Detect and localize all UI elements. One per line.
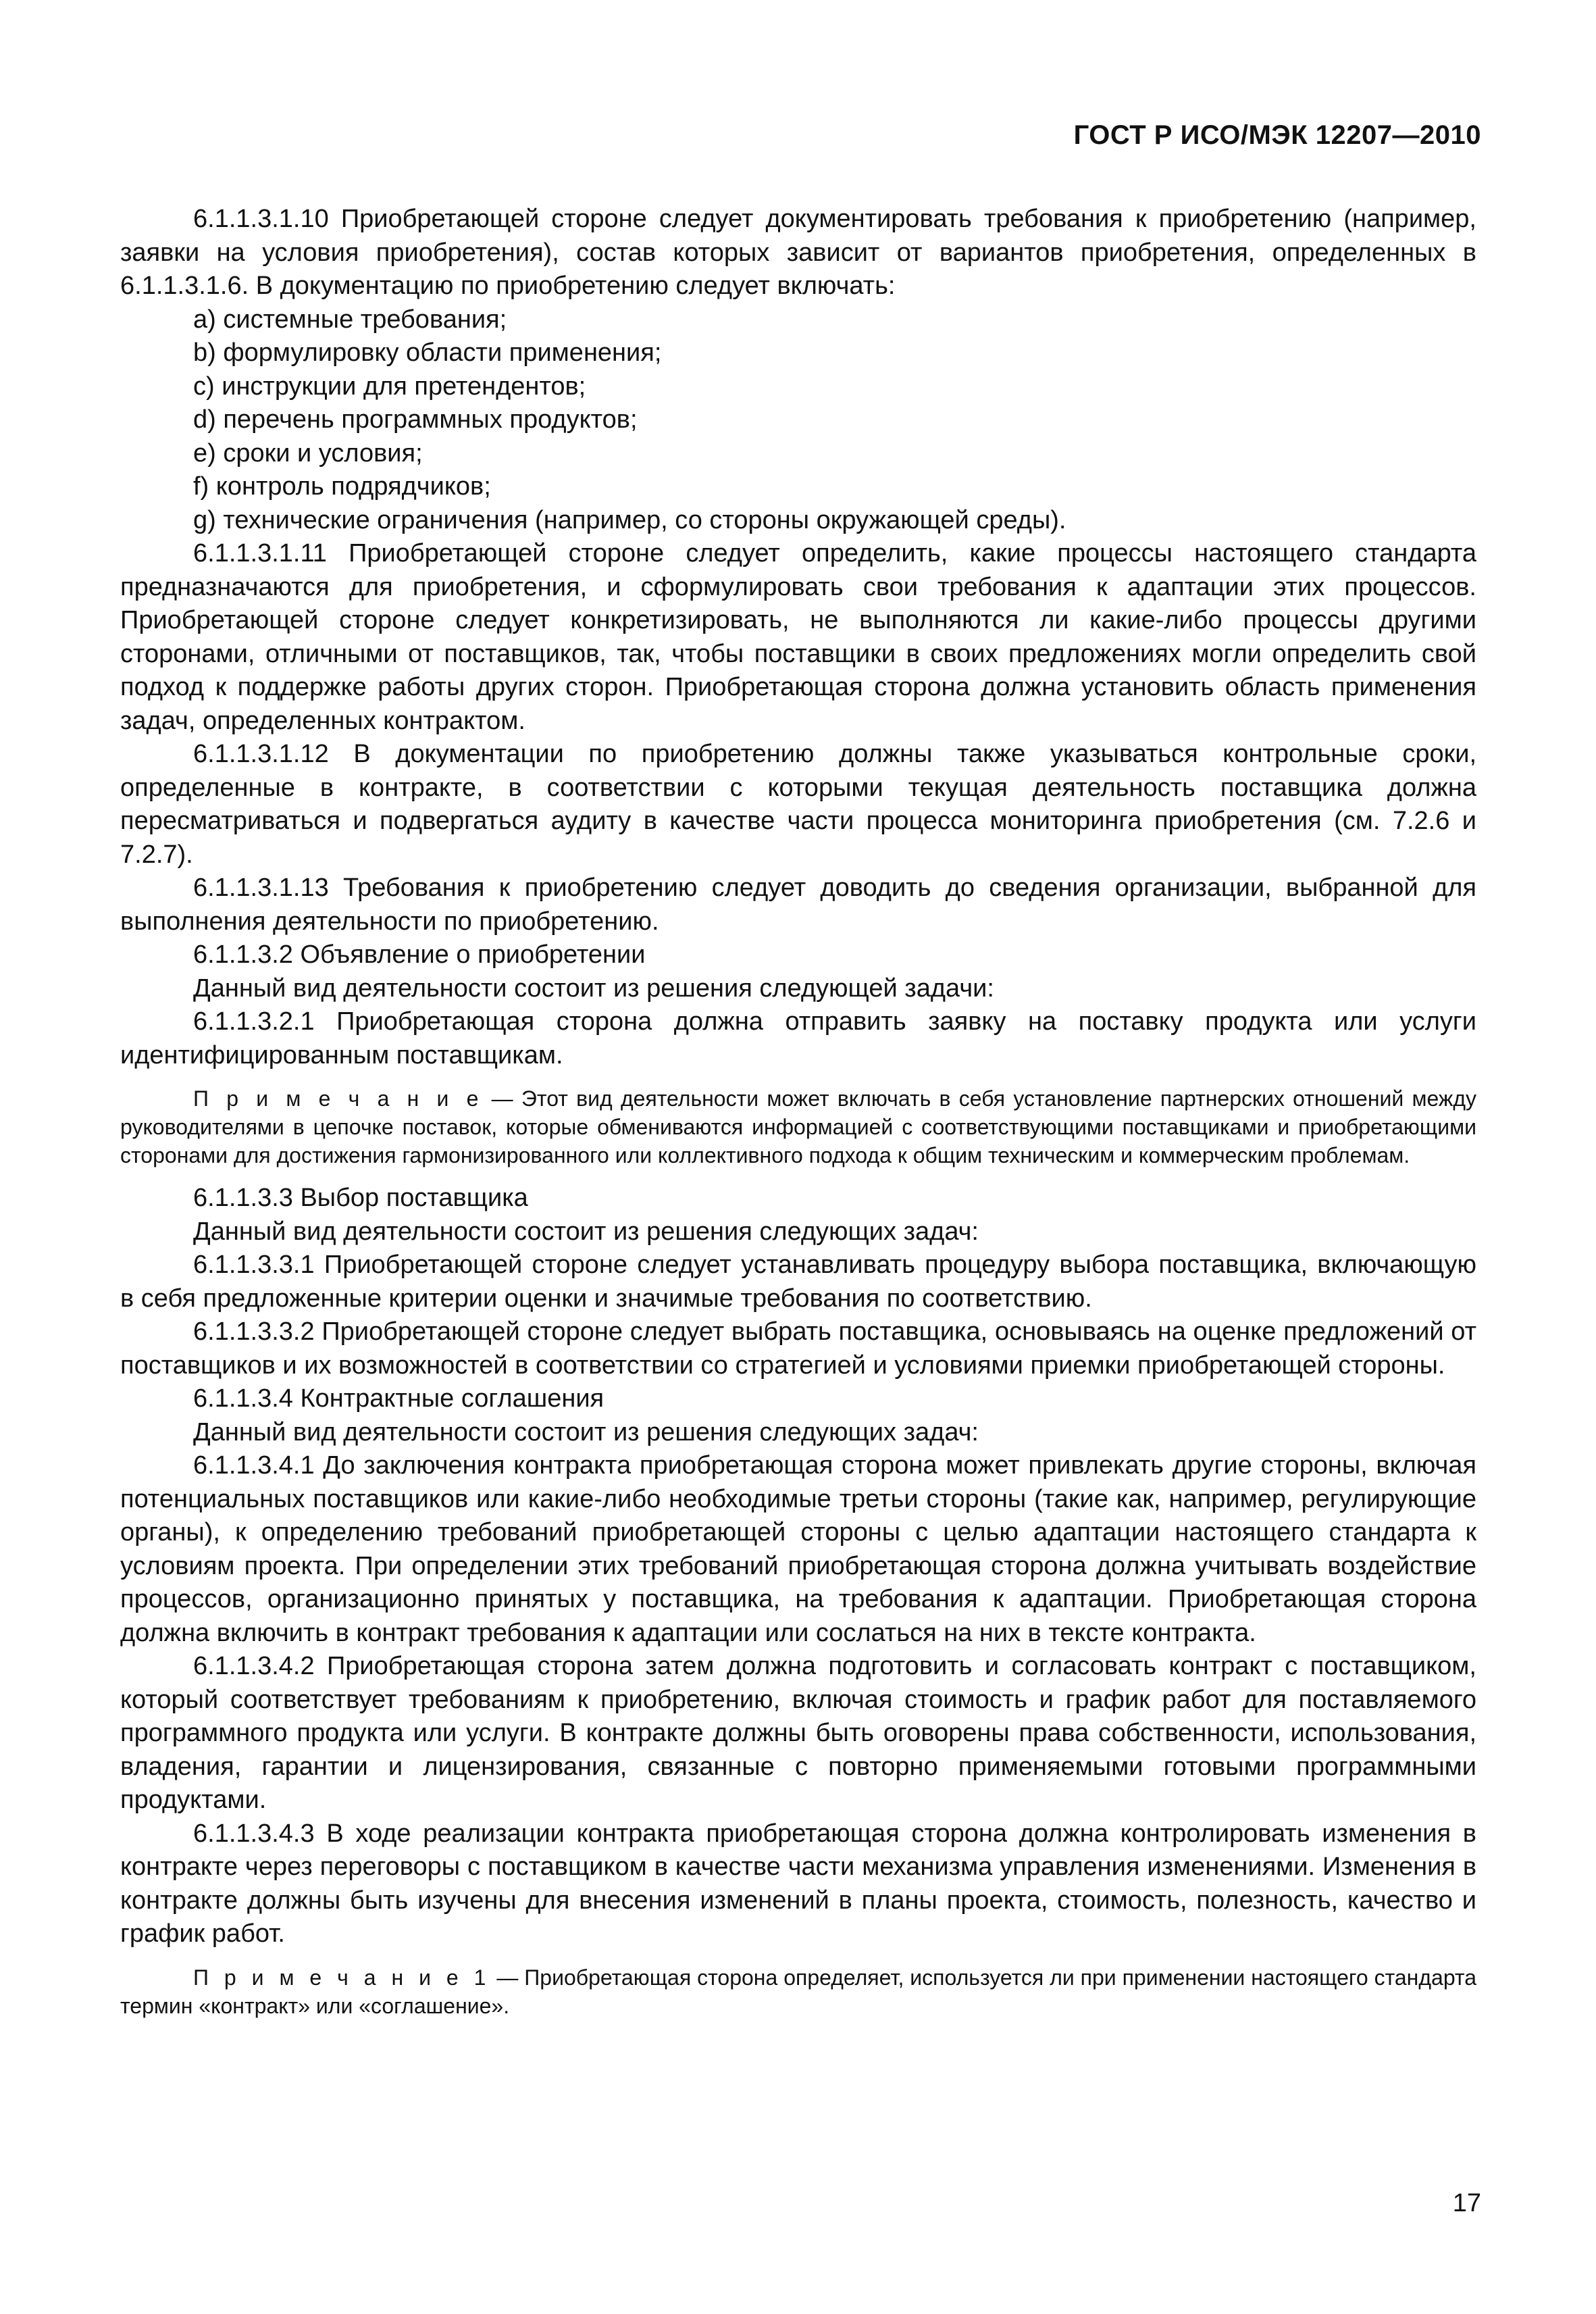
paragraph: 6.1.1.3.4.3 В ходе реализации контракта приобретающая сторона должна контролировать изменения в контракте через переговоры с поставщиком в качестве части механизма управления изменениями. Изменения в контракте должны быть изучены для внесения изменений в планы проекта, стоимость, полезность, качество и график работ. [120, 1819, 1476, 1948]
note-text: — Приобретающая сторона определяет, используется ли при применении настоящего стандарта термин «контракт» или «соглашение». [120, 1965, 1477, 2018]
paragraph: Данный вид деятельности состоит из решения следующих задач: [193, 1217, 979, 1246]
list-item: c) инструкции для претендентов; [193, 372, 586, 401]
paragraph: 6.1.1.3.1.10 Приобретающей стороне следует документировать требования к приобретению (например, заявки на условия приобретения), состав которых зависит от вариантов приобретения, определенных в 6.1.1.3.1.6. В документацию по приобретению следует включать: [120, 205, 1476, 300]
paragraph: 6.1.1.3.1.13 Требования к приобретению следует доводить до сведения организации, выбранной для выполнения деятельности по приобретению. [120, 874, 1476, 936]
list-item: b) формулировку области применения; [193, 338, 662, 367]
paragraph: 6.1.1.3.3.1 Приобретающей стороне следует устанавливать процедуру выбора поставщика, включающую в себя предложенные критерии оценки и значимые требования по соответствию. [120, 1251, 1476, 1313]
paragraph: 6.1.1.3.4.1 До заключения контракта приобретающая сторона может привлекать другие стороны, включая потенциальных поставщиков или какие-либо необходимые третьи стороны (такие как, например, регулирующие органы), к определению требований приобретающей стороны с целью адаптации настоящего стандарта к условиям проекта. При определении этих требований приобретающая сторона должна учитывать воздействие процессов, организационно принятых у поставщика, на требования к адаптации. Приобретающая сторона должна включить в контракт требования к адаптации или сослаться на них в тексте контракта. [120, 1451, 1476, 1647]
section-heading: 6.1.1.3.3 Выбор поставщика [193, 1184, 528, 1212]
list-item: d) перечень программных продуктов; [193, 405, 638, 434]
note-label: П р и м е ч а н и е [193, 1086, 484, 1111]
paragraph: Данный вид деятельности состоит из решения следующей задачи: [193, 974, 994, 1003]
list-item: a) системные требования; [193, 305, 507, 334]
paragraph: 6.1.1.3.3.2 Приобретающей стороне следует выбрать поставщика, основываясь на оценке предложений от поставщиков и их возможностей в соответствии со стратегией и условиями приемки приобретающей стороны. [120, 1317, 1476, 1380]
section-heading: 6.1.1.3.4 Контрактные соглашения [193, 1384, 604, 1413]
paragraph: Данный вид деятельности состоит из решения следующих задач: [193, 1417, 979, 1447]
list-item: g) технические ограничения (например, со стороны окружающей среды). [193, 505, 1066, 534]
document-header: ГОСТ Р ИСО/МЭК 12207—2010 [1073, 120, 1481, 150]
note-label: П р и м е ч а н и е 1 [193, 1965, 491, 1990]
note-text: — Этот вид деятельности может включать в себя установление партнерских отношений между руководителями в цепочке поставок, которые обмениваются информацией с соответствующими поставщиками и приобретающими сторонами для достижения гармонизированного или коллективного подхода к общим техническим и коммерческим проблемам. [120, 1086, 1477, 1167]
paragraph: 6.1.1.3.1.12 В документации по приобретению должны также указываться контрольные сроки, определенные в контракте, в соответствии с которыми текущая деятельность поставщика должна пересматриваться и подвергаться аудиту в качестве части процесса мониторинга приобретения (см. 7.2.6 и 7.2.7). [120, 740, 1476, 869]
list-item: e) сроки и условия; [193, 438, 423, 468]
paragraph: 6.1.1.3.4.2 Приобретающая сторона затем должна подготовить и согласовать контракт с поставщиком, который соответствует требованиям к приобретению, включая стоимость и график работ для поставляемого программного продукта или услуги. В контракте должны быть оговорены права собственности, использования, владения, гарантии и лицензирования, связанные с повторно применяемыми готовыми программными продуктами. [120, 1652, 1476, 1814]
note [120, 1084, 1476, 1169]
paragraph: 6.1.1.3.1.11 Приобретающей стороне следует определить, какие процессы настоящего стандарта предназначаются для приобретения, и сформулировать свои требования к адаптации этих процессов. Приобретающей стороне следует конкретизировать, не выполняются ли какие-либо процессы другими сторонами, отличными от поставщиков, так, чтобы поставщики в своих предложениях могли определить свой подход к поддержке работы других сторон. Приобретающая сторона должна установить область применения задач, определенных контрактом. [120, 539, 1476, 735]
page-number: 17 [1452, 2189, 1481, 2217]
paragraph: 6.1.1.3.2.1 Приобретающая сторона должна отправить заявку на поставку продукта или услуги идентифицированным поставщикам. [120, 1007, 1476, 1070]
section-heading: 6.1.1.3.2 Объявление о приобретении [193, 940, 646, 969]
note [120, 1963, 1476, 2020]
list-item: f) контроль подрядчиков; [193, 472, 491, 501]
body-text [120, 203, 1476, 2032]
